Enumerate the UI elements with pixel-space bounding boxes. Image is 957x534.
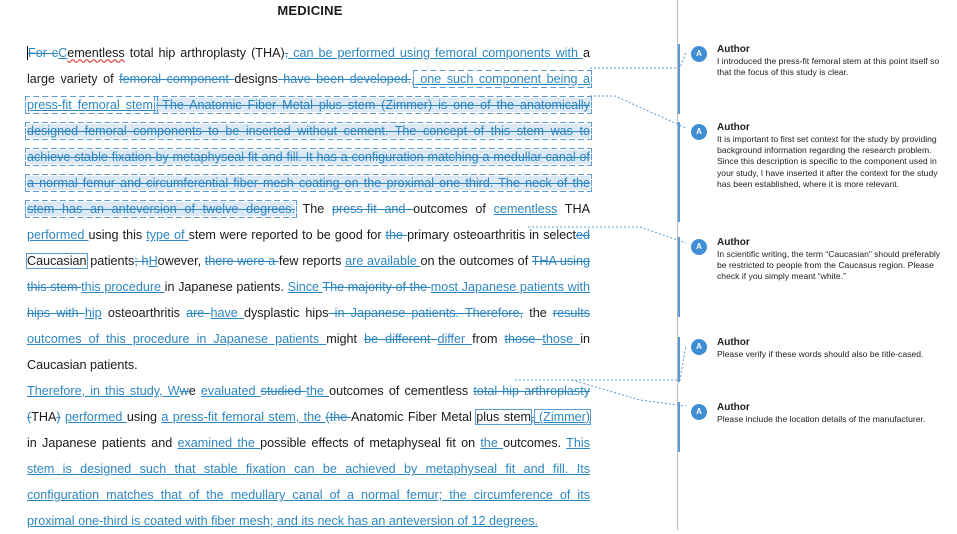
inserted-text: hip (84, 306, 102, 320)
text-run: might (326, 332, 365, 346)
comment-anchor-2[interactable]: The Anatomic Fiber Metal plus stem (Zimmer) is one of the anatomically designed femoral components to be inserted without cement. The concept of this stem was to achieve stable fixation by metaphyseal fit and fill. It has a configuration matching a medullar canal of a normal femur and circumferential fiber mesh coating on the proximal one third. The neck of the stem has an anteversion of twelve degrees. (27, 98, 590, 216)
comment-bar (678, 402, 680, 452)
deleted-text: studied (260, 384, 307, 398)
inserted-text: are available (345, 254, 421, 268)
comment-anchor-3[interactable]: Caucasian (27, 254, 87, 268)
text-run: total hip arthroplasty (THA) (124, 46, 285, 60)
deleted-text: be different (364, 332, 438, 346)
deleted-text: , (531, 410, 535, 424)
avatar: A (691, 339, 707, 355)
comment-author: Author (717, 402, 750, 413)
deleted-text: hips with (27, 306, 85, 320)
deleted-text: (the (325, 410, 351, 424)
comment-card[interactable] (686, 402, 951, 425)
inserted-text: C (58, 46, 68, 60)
text-run: primary osteoarthritis in select (407, 228, 576, 242)
document-body[interactable] (27, 40, 590, 534)
inserted-text: outcomes of this procedure in Japanese patients (27, 332, 327, 346)
deleted-text: ) (56, 410, 61, 424)
text-run: possible effects of metaphyseal fit on (260, 436, 481, 450)
inserted-text: H (148, 254, 158, 268)
comment-card[interactable] (686, 122, 951, 190)
text-run: osteoarthritis (101, 306, 187, 320)
inserted-text: evaluated (200, 384, 261, 398)
text-run: using (126, 410, 162, 424)
deleted-text: are (186, 306, 211, 320)
text-run: outcomes of cementless (329, 384, 474, 398)
comment-text: Please verify if these words should also be title-cased. (717, 349, 924, 359)
deleted-text: ; (134, 254, 138, 268)
text-run: patients (86, 254, 135, 268)
deleted-text: w (179, 384, 189, 398)
inserted-text: those (542, 332, 581, 346)
text-run: on the outcomes of (420, 254, 532, 268)
text-run: Anatomic Fiber Metal (350, 410, 477, 424)
deleted-text: The majority of the (322, 280, 431, 294)
text-run: stem were reported to be good for (188, 228, 386, 242)
comment-text: I introduced the press-fit femoral stem at this point itself so that the focus of this study is clear. (717, 56, 940, 78)
comment-bar (678, 122, 680, 222)
text-run: in Japanese patients and (27, 436, 178, 450)
inserted-text: differ (437, 332, 473, 346)
deleted-text: THA using this stem (27, 254, 590, 294)
text-run: a large variety of (27, 46, 590, 86)
text-run: few reports (278, 254, 346, 268)
deleted-text: have been developed. (277, 72, 412, 86)
text-run: The (295, 202, 332, 216)
deleted-text: in Japanese patients. Therefore, (328, 306, 524, 320)
deleted-text: there were a (204, 254, 279, 268)
deleted-text: the (385, 228, 408, 242)
page-title: MEDICINE (277, 3, 343, 18)
avatar: A (691, 124, 707, 140)
inserted-text: the (306, 384, 330, 398)
deleted-text: , (284, 46, 289, 60)
text-run: in Japanese patients. (164, 280, 288, 294)
comment-author: Author (717, 44, 750, 55)
inserted-text: type of (146, 228, 189, 242)
comment-bar (678, 237, 680, 317)
text-run: THA (557, 202, 590, 216)
comment-card[interactable] (686, 237, 951, 283)
text-run: designs (234, 72, 278, 86)
text-run: owever, (157, 254, 205, 268)
deleted-text: results (552, 306, 591, 320)
inserted-text: cementless (493, 202, 558, 216)
text-run: outcomes of (413, 202, 494, 216)
inserted-text: have (210, 306, 244, 320)
inserted-text: This stem is designed such that stable fixation can be achieved by metaphyseal fit and fill. Its configuration matches that of the medullary canal of a normal femur; the circumference of its proximal one-third is coated with fiber mesh; and its neck has an anteversion of 12 degrees. (27, 436, 590, 528)
comment-text: It is important to first set context for the study by providing background information regarding the research problem. Since this description is specific to the component used in your study, I have inserted it after the context for the study has been established, where it is more relevant. (717, 134, 938, 189)
inserted-text: Therefore, in this study, W (27, 384, 180, 398)
text-run: e (188, 384, 201, 398)
text-run: the (523, 306, 553, 320)
comment-author: Author (717, 337, 750, 348)
inserted-text: the (480, 436, 504, 450)
inserted-text: examined the (177, 436, 261, 450)
spelling-error: ementless (67, 46, 125, 60)
text-run: dysplastic hips (243, 306, 329, 320)
inserted-text: most Japanese patients with (430, 280, 590, 294)
comment-author: Author (717, 122, 750, 133)
inserted-text: can be performed using femoral components with (288, 46, 583, 60)
comment-card[interactable] (686, 337, 951, 360)
text-run: in Caucasian patients. (27, 332, 591, 372)
comment-text: Please include the location details of the manufacturer. (717, 414, 926, 424)
comment-card[interactable] (686, 44, 951, 78)
inserted-text: performed (27, 228, 89, 242)
inserted-text: Since (287, 280, 323, 294)
comment-anchor-4[interactable]: plus stem (476, 410, 532, 424)
text-run: using this (88, 228, 147, 242)
comment-bar (678, 337, 680, 382)
avatar: A (691, 404, 707, 420)
comment-author: Author (717, 237, 750, 248)
inserted-text: , (411, 72, 415, 86)
comment-bar (678, 44, 680, 114)
deleted-text: ed (575, 228, 590, 242)
text-run: THA (31, 410, 57, 424)
text-run: outcomes. (503, 436, 567, 450)
deleted-text: those (504, 332, 543, 346)
comment-anchor-1[interactable]: one such component being a press-fit femoral stem. (27, 72, 590, 112)
avatar: A (691, 239, 707, 255)
inserted-text: this procedure (81, 280, 165, 294)
comment-anchor-5[interactable]: (Zimmer) (534, 410, 591, 424)
comment-text: In scientific writing, the term “Caucasian” should preferably be restricted to people from the Caucasus region. Please check if you simply meant “white.” (717, 249, 941, 282)
text-run: from (472, 332, 505, 346)
deleted-text: press-fit and (331, 202, 414, 216)
deleted-text: h (137, 254, 149, 268)
deleted-text: total hip arthroplasty ( (27, 384, 591, 424)
inserted-text: performed (65, 410, 127, 424)
avatar: A (691, 46, 707, 62)
deleted-text: For c (28, 46, 59, 60)
inserted-text: a press-fit femoral stem, the (161, 410, 326, 424)
deleted-text: femoral component (119, 72, 235, 86)
